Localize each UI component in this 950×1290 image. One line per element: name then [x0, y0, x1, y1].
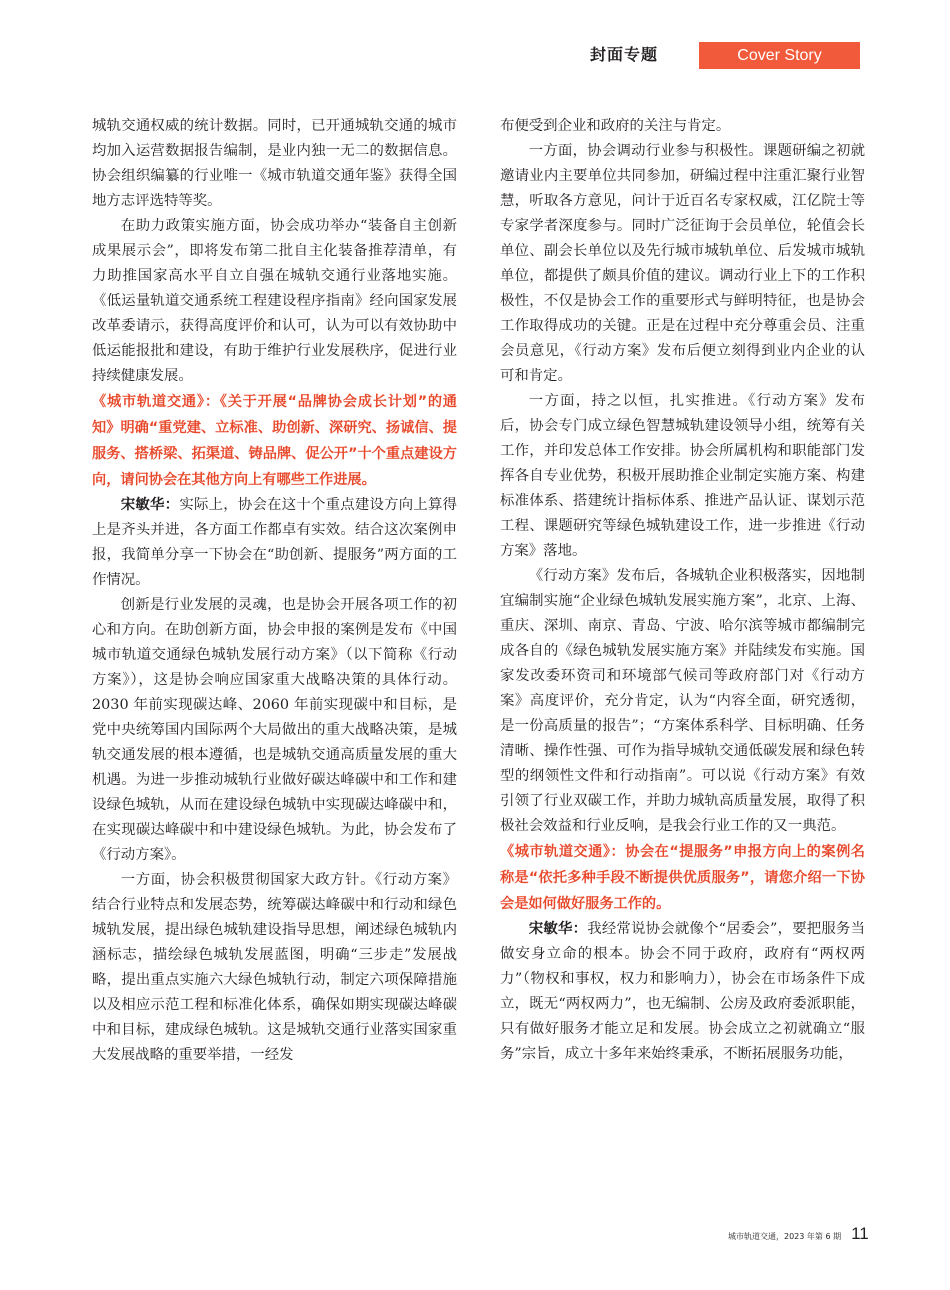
- cover-story-badge: Cover Story: [699, 42, 860, 69]
- page-number: 11: [851, 1224, 869, 1243]
- speaker-label: 宋敏华：: [528, 921, 588, 937]
- issue-info: 城市轨道交通，2023 年第 6 期: [728, 1232, 842, 1241]
- right-column: [500, 114, 865, 1067]
- paragraph: 一方面，协会积极贯彻国家大政方针。《行动方案》结合行业特点和发展态势，统筹碳达峰碳中和行动和绿色城轨发展，提出绿色城轨建设指导思想，阐述绿色城轨内涵标志，描绘绿色城轨发展蓝图，明确“三步走”发展战略，提出重点实施六大绿色城轨行动，制定六项保障措施以及相应示范工程和标准化体系，确保如期实现碳达峰碳中和目标，建成绿色城轨。这是城轨交通行业落实国家重大发展战略的重要举措，一经发: [92, 872, 457, 1063]
- paragraph: 《行动方案》发布后，各城轨企业积极落实，因地制宜编制实施“企业绿色城轨发展实施方案”，北京、上海、重庆、深圳、南京、青岛、宁波、哈尔滨等城市都编制完成各自的《绿色城轨发展实施方案》并陆续发布实施。国家发改委环资司和环境部气候司等政府部门对《行动方案》高度评价，充分肯定，认为“内容全面，研究透彻，是一份高质量的报告”；“方案体系科学、目标明确、任务清晰、操作性强、可作为指导城轨交通低碳发展和绿色转型的纲领性文件和行动指南”。可以说《行动方案》有效引领了行业双碳工作，并助力城轨高质量发展，取得了积极社会效益和行业反响，是我会行业工作的又一典范。: [500, 568, 865, 834]
- paragraph: 一方面，持之以恒，扎实推进。《行动方案》发布后，协会专门成立绿色智慧城轨建设领导小组，统筹有关工作，并印发总体工作安排。协会所属机构和职能部门发挥各自专业优势，积极开展助推企业制定实施方案、构建标准体系、搭建统计指标体系、推进产品认证、谋划示范工程、课题研究等绿色城轨建设工作，进一步推进《行动方案》落地。: [500, 393, 865, 559]
- page-footer: [728, 1224, 869, 1244]
- paragraph: 在助力政策实施方面，协会成功举办“装备自主创新成果展示会”，即将发布第二批自主化装备推荐清单，有力助推国家高水平自立自强在城轨交通行业落地实施。《低运量轨道交通系统工程建设程序指南》经向国家发展改革委请示，获得高度评价和认可，认为可以有效协助中低运能报批和建设，有助于维护行业发展秩序，促进行业持续健康发展。: [92, 218, 457, 384]
- answer-text: 我经常说协会就像个“居委会”，要把服务当做安身立命的根本。协会不同于政府，政府有“两权两力”（物权和事权，权力和影响力），协会在市场条件下成立，既无“两权两力”，也无编制、公房及政府委派职能，只有做好服务才能立足和发展。协会成立之初就确立“服务”宗旨，成立十多年来始终秉承，不断拓展服务功能，: [500, 921, 865, 1062]
- answer-paragraph: [500, 917, 865, 1067]
- interview-question: 《城市轨道交通》：协会在“提服务”申报方向上的案例名称是“依托多种手段不断提供优质服务”，请您介绍一下协会是如何做好服务工作的。: [500, 844, 865, 912]
- interview-question: 《城市轨道交通》：《关于开展“品牌协会成长计划”的通知》明确“重党建、立标准、助创新、深研究、扬诚信、提服务、搭桥梁、拓渠道、铸品牌、促公开”十个重点建设方向，请问协会在其他方向上有哪些工作进展。: [92, 394, 457, 488]
- answer-text: 实际上，协会在这十个重点建设方向上算得上是齐头并进，各方面工作都卓有实效。结合这次案例申报，我简单分享一下协会在“助创新、提服务”两方面的工作情况。: [92, 497, 457, 588]
- answer-paragraph: [92, 493, 457, 593]
- paragraph: 城轨交通权威的统计数据。同时，已开通城轨交通的城市均加入运营数据报告编制，是业内独一无二的数据信息。协会组织编纂的行业唯一《城市轨道交通年鉴》获得全国地方志评选特等奖。: [92, 118, 457, 209]
- paragraph: 一方面，协会调动行业参与积极性。课题研编之初就邀请业内主要单位共同参加，研编过程中注重汇聚行业智慧，听取各方意见，问计于近百名专家权威，江亿院士等专家学者深度参与。同时广泛征询于会员单位，轮值会长单位、副会长单位以及先行城市城轨单位、后发城市城轨单位，都提供了颇具价值的建议。调动行业上下的工作积极性，不仅是协会工作的重要形式与鲜明特征，也是协会工作取得成功的关键。正是在过程中充分尊重会员、注重会员意见，《行动方案》发布后便立刻得到业内企业的认可和肯定。: [500, 143, 865, 384]
- left-column: [92, 114, 457, 1068]
- section-title: 封面专题: [590, 45, 659, 64]
- paragraph: 布便受到企业和政府的关注与肯定。: [500, 118, 731, 134]
- paragraph: 创新是行业发展的灵魂，也是协会开展各项工作的初心和方向。在助创新方面，协会申报的案例是发布《中国城市轨道交通绿色城轨发展行动方案》（以下简称《行动方案》），这是协会响应国家重大战略决策的具体行动。2030 年前实现碳达峰、2060 年前实现碳中和目标，是党中央统筹国内国际两个大局做出的重大战略决策，是城轨交通发展的根本遵循，也是城轨交通高质量发展的重大机遇。为进一步推动城轨行业做好碳达峰碳中和工作和建设绿色城轨，从而在建设绿色城轨中实现碳达峰碳中和，在实现碳达峰碳中和中建设绿色城轨。为此，协会发布了《行动方案》。: [92, 597, 457, 863]
- speaker-label: 宋敏华：: [120, 497, 180, 513]
